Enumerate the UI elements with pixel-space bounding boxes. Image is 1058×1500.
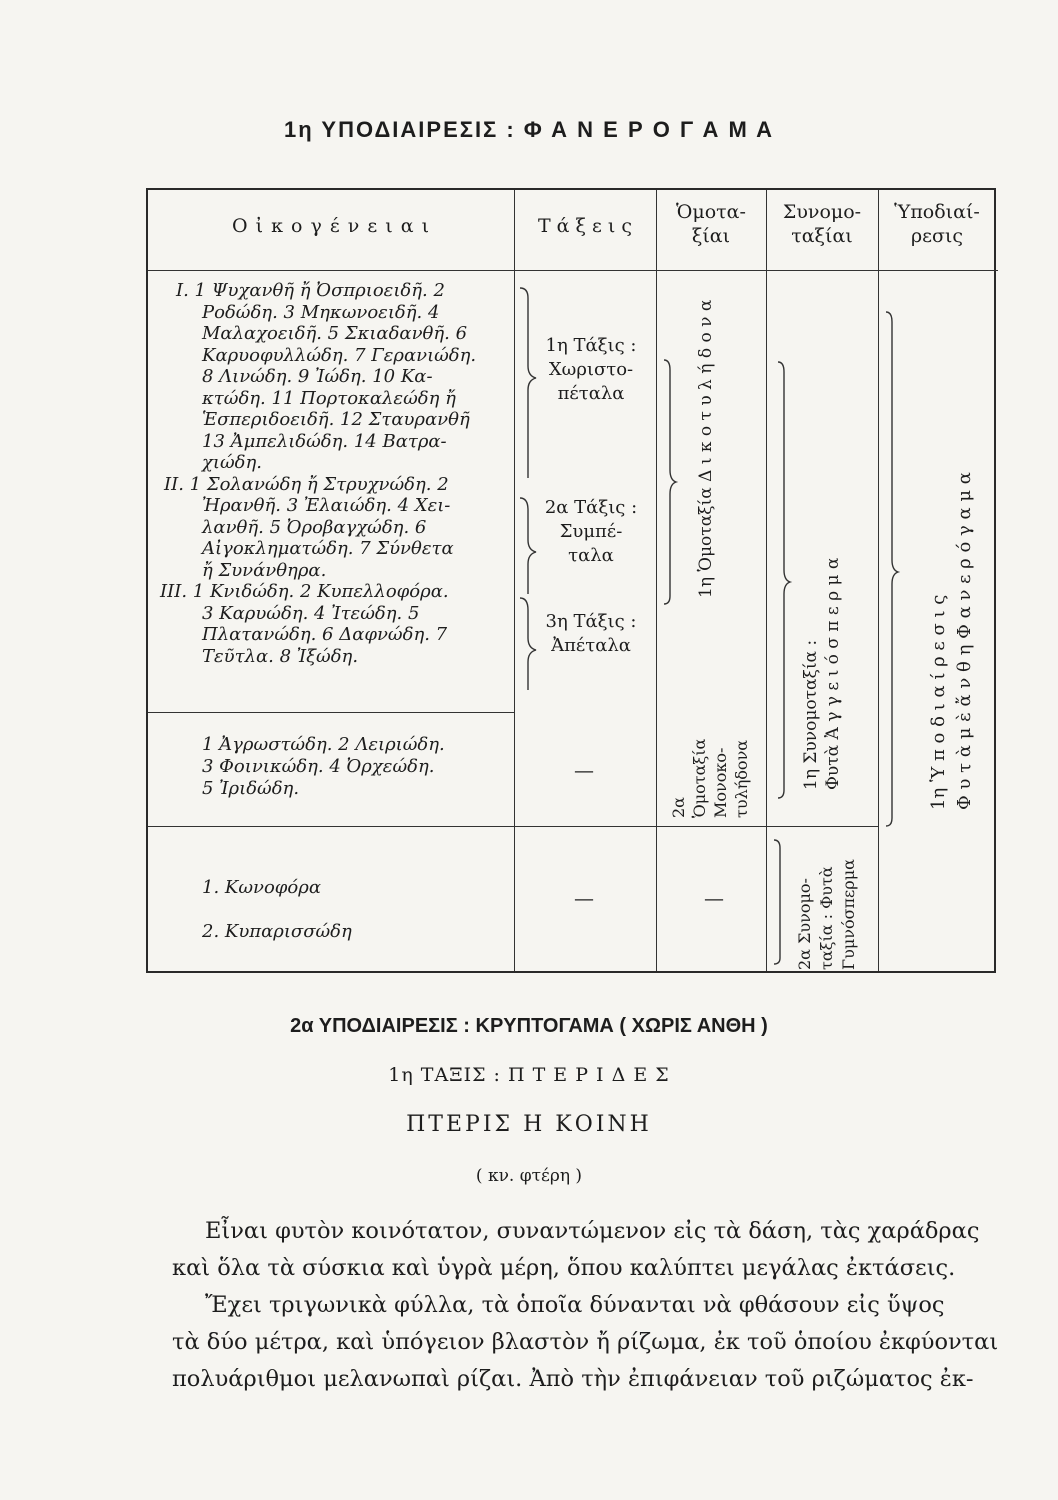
family-line: 3 Φοινικώδη. 4 Ὀρχεώδη. bbox=[202, 756, 435, 777]
column-divider bbox=[766, 190, 767, 971]
header-subdivisions: Ὑποδιαί- ρεσις bbox=[894, 201, 980, 247]
body-paragraph-line: καὶ ὅλα τὰ σύσκια καὶ ὑγρὰ μέρη, ὅπου καλύπτει μεγάλας ἐκτάσεις. bbox=[172, 1255, 956, 1281]
family-line: Καρυοφυλλώδη. 7 Γερανιώδη. bbox=[202, 344, 477, 366]
suborder-dicotyledons: 1η Ὁμοταξία Δ ι κ ο τ υ λ ή δ ο ν α bbox=[696, 299, 716, 598]
family-line: Αἰγοκληματώδη. 7 Σύνθετα bbox=[202, 538, 454, 559]
header-synorders: Συνομο- ταξίαι bbox=[782, 201, 862, 247]
header-orders: Τ ά ξ ε ι ς bbox=[537, 215, 633, 237]
common-name: ( κν. φτέρη ) bbox=[475, 1166, 583, 1186]
subdivision-brace bbox=[882, 310, 902, 830]
header-families: Ο ἰ κ ο γ έ ν ε ι α ι bbox=[231, 215, 431, 237]
family-line: Πλατανώδη. 6 Δαφνώδη. 7 bbox=[202, 624, 448, 645]
family-line: ΙΙ. 1 Σολανώδη ἤ Στρυχνώδη. 2 bbox=[164, 473, 449, 495]
synorder2-brace bbox=[770, 838, 786, 968]
families-monocotyledons bbox=[202, 734, 445, 800]
body-paragraph-line: πολυάριθμοι μελανωπαὶ ρίζαι. Ἀπὸ τὴν ἐπιφάνειαν τοῦ ριζώματος ἐκ- bbox=[172, 1366, 974, 1392]
family-line: 2. Κυπαρισσώδη bbox=[202, 921, 352, 942]
subdivision-phanerogams: 1η Ὑ π ο δ ι α ί ρ ε σ ι ς Φ υ τ ὰ μ ὲ ἄ ν θ η Φ α ν ε ρ ό γ α μ α bbox=[928, 472, 975, 810]
family-line: Ι. 1 Ψυχανθῆ ἤ Ὀσπριοειδῆ. 2 bbox=[176, 280, 445, 301]
family-line: 5 Ἰριδώδη. bbox=[202, 778, 300, 799]
family-line: 13 Ἀμπελιδώδη. 14 Βατρα- bbox=[202, 430, 447, 452]
body-paragraph-line: Ἔχει τριγωνικὰ φύλλα, τὰ ὁποῖα δύνανται νὰ φθάσουν εἰς ὕψος bbox=[205, 1292, 945, 1318]
species-heading: ΠΤΕΡΙΣ Η ΚΟΙΝΗ bbox=[406, 1112, 652, 1137]
order-heading-ferns: 1η ΤΑΞΙΣ : Π Τ Ε Ρ Ι Δ Ε Σ bbox=[388, 1064, 670, 1086]
synorder-angiosperms: 1η Συνομοταξία : Φυτὰ Ἀ γ γ ε ι ό σ π ε ρ μ α bbox=[801, 557, 843, 790]
synorder-brace bbox=[774, 360, 794, 800]
classification-table bbox=[146, 188, 996, 973]
synorder-gymnosperms: 2α Συνομο- ταξία : Φυτὰ Γυμνόσπερμα bbox=[795, 859, 858, 970]
section-heading-phanerogams: 1η ΥΠΟΔΙΑΙΡΕΣΙΣ : Φ Α Ν Ε Ρ Ο Γ Α Μ Α bbox=[284, 117, 774, 142]
families-dicotyledons bbox=[160, 280, 477, 667]
body-paragraph-line: τὰ δύο μέτρα, καὶ ὑπόγειον βλαστὸν ἤ ρίζωμα, ἐκ τοῦ ὁποίου ἐκφύονται bbox=[172, 1329, 999, 1355]
body-paragraph-line: Εἶναι φυτὸν κοινότατον, συναντώμενον εἰς τὰ δάση, τὰς χαράδρας bbox=[205, 1218, 980, 1244]
families-gymnosperms bbox=[202, 866, 352, 954]
family-line: λανθῆ. 5 Ὀροβαγχώδη. 6 bbox=[202, 516, 427, 538]
orders-empty: — bbox=[574, 886, 594, 910]
row-divider bbox=[148, 826, 878, 827]
family-line: 1. Κωνοφόρα bbox=[202, 877, 321, 898]
family-line: 8 Λινώδη. 9 Ἰώδη. 10 Κα- bbox=[202, 366, 433, 387]
family-line: ἤ Συνάνθηρα. bbox=[202, 559, 327, 581]
family-line: Ἠρανθῆ. 3 Ἐλαιώδη. 4 Χει- bbox=[202, 495, 451, 516]
column-divider bbox=[656, 190, 657, 971]
family-line: ΙΙΙ. 1 Κνιδώδη. 2 Κυπελλοφόρα. bbox=[160, 581, 449, 602]
header-divider bbox=[148, 270, 998, 271]
suborders-empty: — bbox=[704, 886, 724, 910]
suborder-monocotyledons: 2α Ὁμοταξία Μονοκο- τυλήδονα bbox=[669, 738, 751, 818]
orders-empty: — bbox=[574, 758, 594, 782]
header-suborders: Ὁμοτα- ξίαι bbox=[676, 201, 746, 247]
family-line: Ροδώδη. 3 Μηκωνοειδῆ. 4 bbox=[202, 301, 440, 323]
family-line: χιώδη. bbox=[202, 452, 262, 473]
column-divider bbox=[878, 190, 879, 971]
family-line: κτώδη. 11 Πορτοκαλεώδη ἤ bbox=[202, 387, 456, 409]
family-line: 1 Ἀγρωστώδη. 2 Λειριώδη. bbox=[202, 734, 445, 755]
row-divider bbox=[148, 712, 514, 713]
family-line: Ἑσπεριδοειδῆ. 12 Σταυρανθῆ bbox=[202, 409, 470, 430]
order-3: 3η Τάξις : Ἀπέταλα bbox=[545, 611, 637, 656]
section-heading-cryptogams: 2α ΥΠΟΔΙΑΙΡΕΣΙΣ : ΚΡΥΠΤΟΓΑΜΑ ( ΧΩΡΙΣ ΑΝΘΗ ) bbox=[290, 1015, 768, 1037]
order-2: 2α Τάξις : Συμπέ- ταλα bbox=[544, 497, 638, 566]
family-line: 3 Καρυώδη. 4 Ἰτεώδη. 5 bbox=[202, 602, 420, 624]
family-line: Μαλαχοειδῆ. 5 Σκιαδανθῆ. 6 bbox=[202, 323, 468, 344]
family-line: Τεῦτλα. 8 Ἰξώδη. bbox=[202, 645, 359, 667]
order-1: 1η Τάξις : Χωριστο- πέταλα bbox=[545, 335, 637, 404]
suborder-brace bbox=[660, 358, 680, 608]
